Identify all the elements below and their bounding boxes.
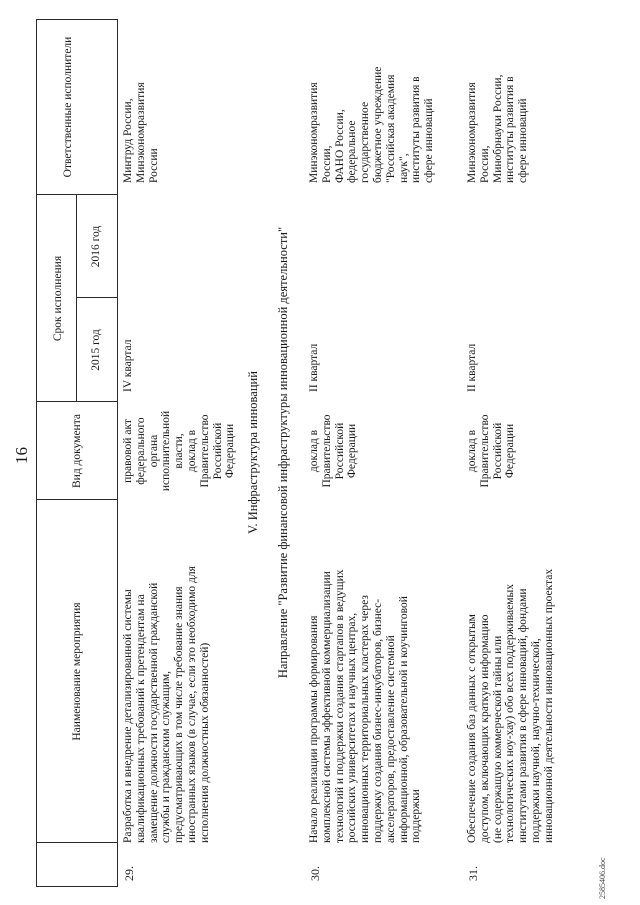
header-bottom-border (117, 19, 118, 887)
row-31-2015: II квартал (466, 343, 478, 392)
header-2015: 2015 год (90, 329, 102, 371)
row-30-doc: доклад в Правительство Российской Федерации (308, 414, 359, 488)
section-title: V. Инфраструктура инноваций (246, 371, 260, 534)
footer-filename: 2585406.doc (598, 857, 607, 899)
col-border-6 (36, 19, 118, 20)
row-29-doc: правовой акт федерального органа исполнительной власти, доклад в Правительство Российской Федерации (122, 410, 237, 492)
row-29-responsible: Минтруд России, Минэкономразвития России (122, 82, 160, 183)
direction-title: Направление "Развитие финансовой инфраструктуры инновационной деятельности" (276, 226, 290, 679)
header-doc: Вид документа (71, 414, 83, 488)
row-number: 29. (122, 866, 136, 881)
row-30-name: Начало реализации программы формирования комплексной системы эффективной коммерциализации технологий и поддержки создания стартапов в ведущих российских университетах и научных центрах, инновационных территориальных кластерах через поддержку создания бизнес-инкубаторов, бизнес- акселераторов, предоставление системной информационной, образовательной и коучинговой поддержки (308, 569, 423, 843)
row-31-doc: доклад в Правительство Российской Федерации (466, 414, 517, 488)
row-30-2015: II квартал (308, 343, 320, 392)
row-31-responsible: Минэкономразвития России, Минобрнауки России, институты развития в сфере инноваций (466, 74, 530, 183)
col-border-0 (36, 886, 118, 887)
row-number: 31. (466, 866, 480, 881)
row-31-name: Обеспечение создания баз данных с открытым доступом, включающих краткую информацию (не содержащую коммерческой тайны или технологических ноу-хау) обо всех поддерживаемых институтами развития в сфере инноваций, фондами поддержки научной, научно-технической, инновационной деятельности инновационных проектах (466, 568, 555, 843)
col-border-5 (36, 194, 118, 195)
header-responsible: Ответственные исполнители (62, 36, 74, 178)
row-number: 30. (308, 866, 322, 881)
row-29-name: Разработка и внедрение детализированной системы квалификационных требований к претендентам на замещение должности государственной гражданской службы и гражданским служащим, предусматривающих в том числе требование знания иностранных языков (в случае, если это необходимо для исполнения должностных обязанностей) (122, 566, 211, 843)
header-name: Наименование мероприятия (71, 602, 83, 741)
header-period: Срок исполнения (52, 255, 64, 342)
row-29-2015: IV квартал (122, 339, 134, 392)
row-30-responsible: Минэкономразвития России, ФАНО России, федеральное государственное бюджетное учреждение "Российская академия наук", институты развития в сфере инноваций (308, 66, 436, 183)
period-split-line (76, 195, 77, 402)
page-number: 16 (12, 447, 31, 464)
header-2016: 2016 год (90, 225, 102, 268)
table-top-border (36, 19, 37, 887)
